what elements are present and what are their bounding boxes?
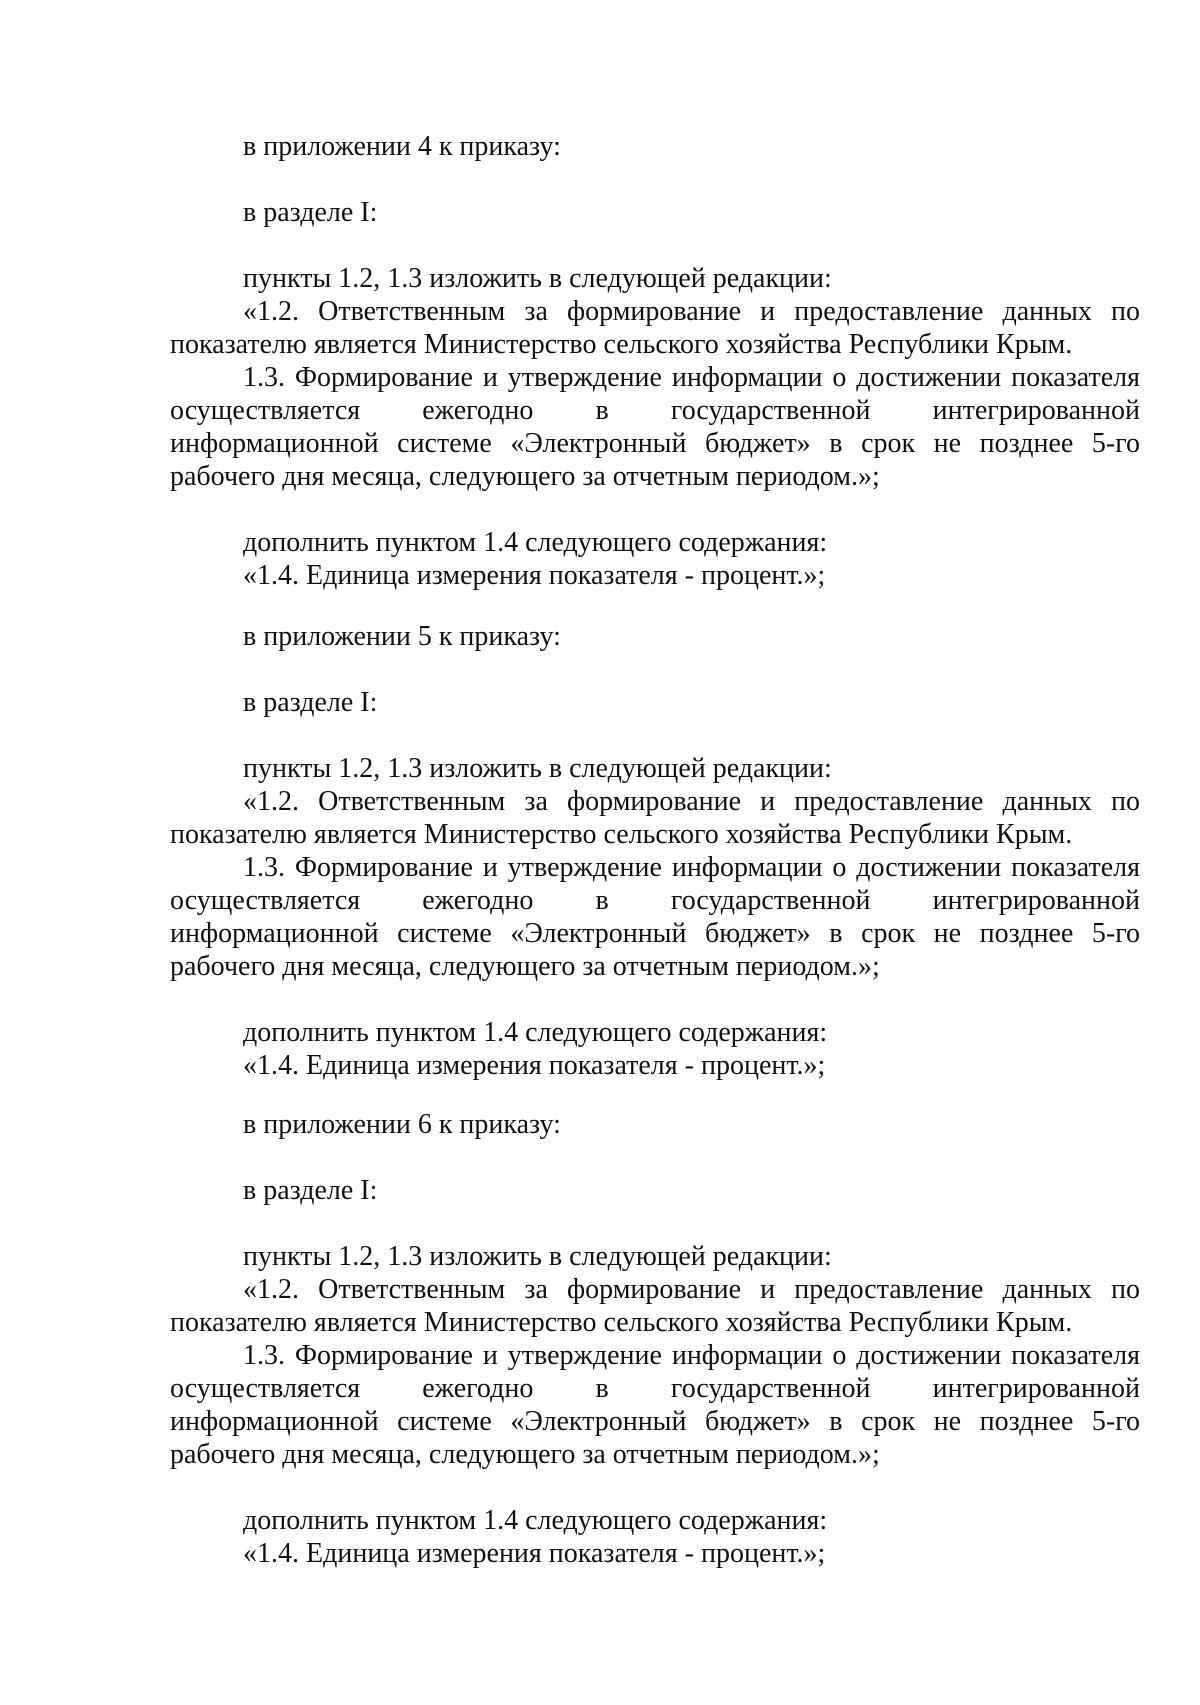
section-heading: в разделе I: xyxy=(243,1175,378,1206)
point-1-2: «1.2. Ответственным за формирование и предоставление данных по показателю является Министерство сельского хозяйства Республики Крым. xyxy=(170,1274,1140,1338)
amendment-block-appendix-6 xyxy=(170,1108,1140,1570)
point-1-4: «1.4. Единица измерения показателя - процент.»; xyxy=(243,1538,826,1569)
appendix-heading: в приложении 4 к приказу: xyxy=(243,131,561,162)
point-1-2: «1.2. Ответственным за формирование и предоставление данных по показателю является Министерство сельского хозяйства Республики Крым. xyxy=(170,296,1140,360)
supplement-heading: дополнить пунктом 1.4 следующего содержания: xyxy=(243,1017,828,1048)
point-1-3-line-2: осуществляется ежегодно в государственной интегрированной xyxy=(170,885,1140,916)
section-heading: в разделе I: xyxy=(243,687,378,718)
section-heading: в разделе I: xyxy=(243,197,378,228)
point-1-2: «1.2. Ответственным за формирование и предоставление данных по показателю является Министерство сельского хозяйства Республики Крым. xyxy=(170,786,1140,850)
points-intro: пункты 1.2, 1.3 изложить в следующей редакции: xyxy=(243,1241,832,1272)
appendix-heading: в приложении 6 к приказу: xyxy=(243,1109,561,1140)
point-1-4: «1.4. Единица измерения показателя - процент.»; xyxy=(243,1050,826,1081)
appendix-heading: в приложении 5 к приказу: xyxy=(243,621,561,652)
point-1-4: «1.4. Единица измерения показателя - процент.»; xyxy=(243,560,826,591)
point-1-3-line-2: осуществляется ежегодно в государственной интегрированной xyxy=(170,1373,1140,1404)
amendment-block-appendix-5 xyxy=(170,620,1140,1082)
point-1-3-rest: информационной системе «Электронный бюджет» в срок не позднее 5-го рабочего дня месяца, следующего за отчетным периодом.»; xyxy=(170,428,1140,492)
amendment-block-appendix-4 xyxy=(170,130,1140,592)
points-intro: пункты 1.2, 1.3 изложить в следующей редакции: xyxy=(243,263,832,294)
supplement-heading: дополнить пунктом 1.4 следующего содержания: xyxy=(243,527,828,558)
point-1-3-rest: информационной системе «Электронный бюджет» в срок не позднее 5-го рабочего дня месяца, следующего за отчетным периодом.»; xyxy=(170,918,1140,982)
points-intro: пункты 1.2, 1.3 изложить в следующей редакции: xyxy=(243,753,832,784)
point-1-3-line-1: 1.3. Формирование и утверждение информации о достижении показателя xyxy=(243,1340,1140,1371)
point-1-3-line-1: 1.3. Формирование и утверждение информации о достижении показателя xyxy=(243,852,1140,883)
point-1-3-line-1: 1.3. Формирование и утверждение информации о достижении показателя xyxy=(243,362,1140,393)
point-1-3-line-2: осуществляется ежегодно в государственной интегрированной xyxy=(170,395,1140,426)
supplement-heading: дополнить пунктом 1.4 следующего содержания: xyxy=(243,1505,828,1536)
point-1-3-rest: информационной системе «Электронный бюджет» в срок не позднее 5-го рабочего дня месяца, следующего за отчетным периодом.»; xyxy=(170,1406,1140,1470)
